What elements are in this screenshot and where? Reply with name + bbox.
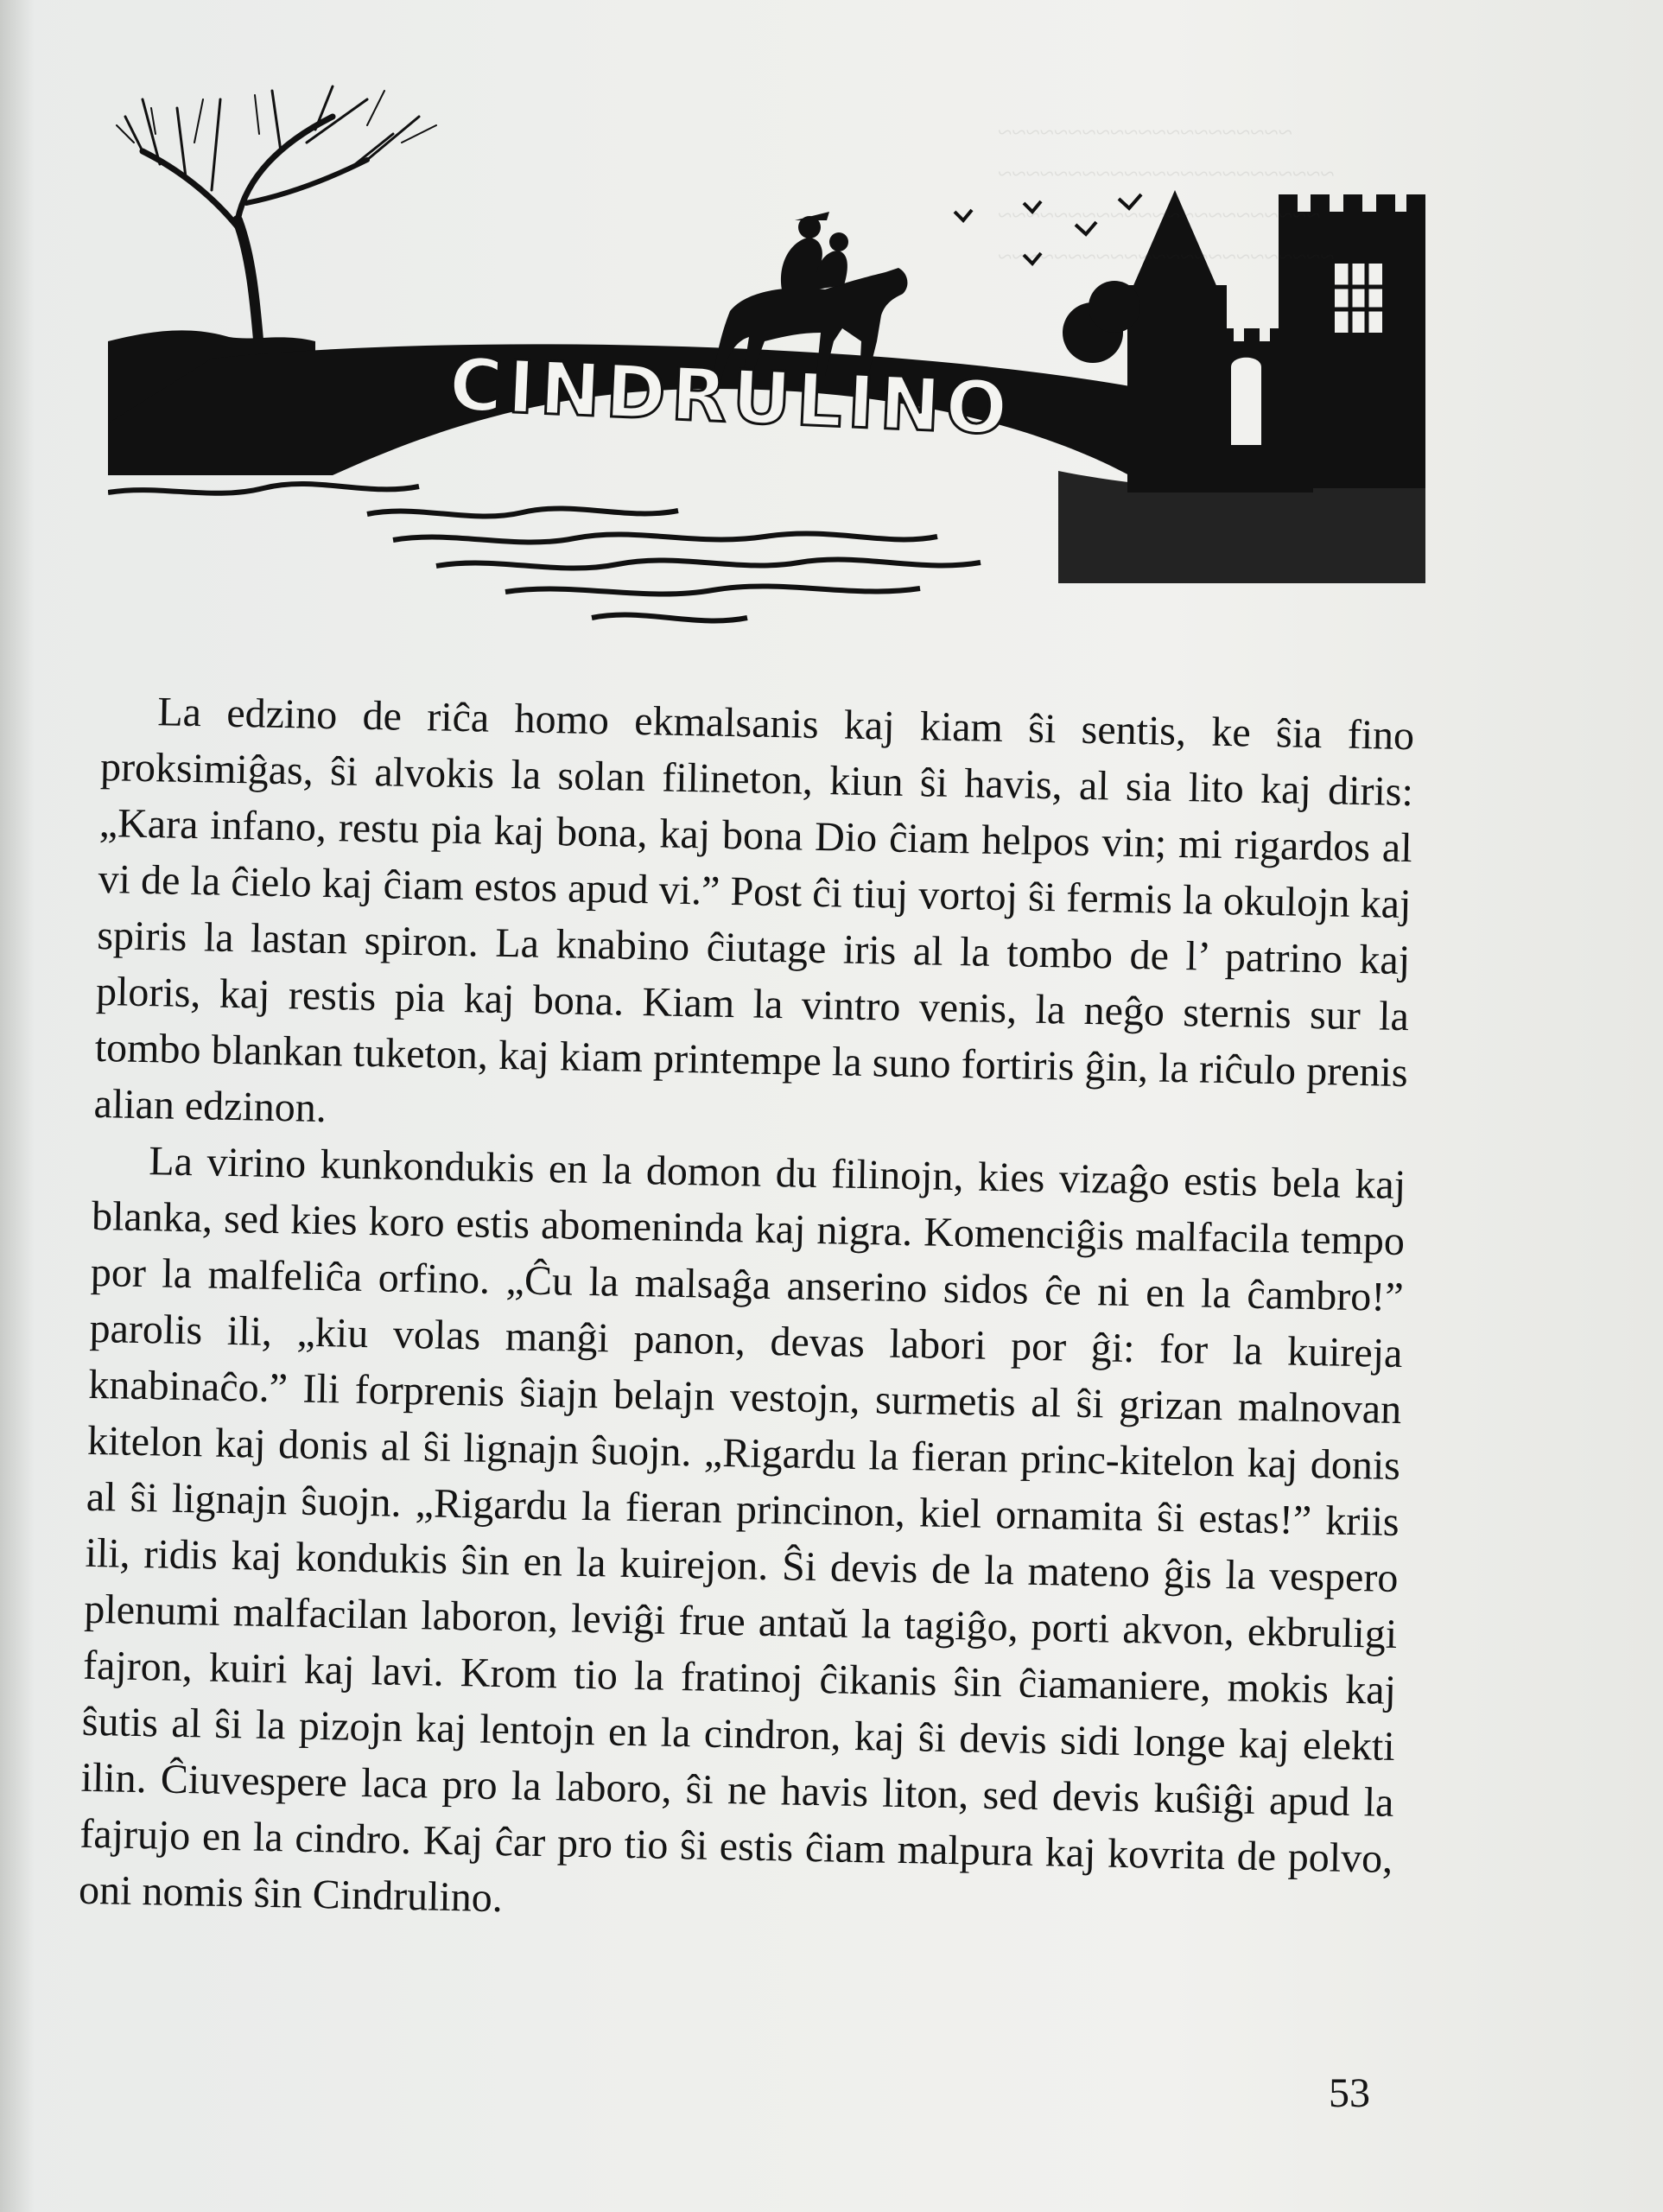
paragraph-1: La edzino de riĉa homo ekmalsanis kaj kiam ŝi sentis, ke ŝia fino proksimiĝas, ŝi alvokis la solan filineton, kiun ŝi havis, al sia lito kaj diris: „Kara infano, restu pia kaj bona, kaj bona Dio ĉiam helpos vin; mi rigardos al vi de la ĉielo kaj ĉiam estos apud vi.” Post ĉi tiuj vortoj ŝi fermis la okulojn kaj spiris la lastan spiron. La knabino ĉiutage iris al la tombo de l’ patrino kaj ploris, kaj restis pia kaj bona. Kiam la vintro venis, la neĝo sternis sur la tombo blankan tuketon, kaj kiam printempe la suno fortiris ĝin, la riĉulo prenis alian edzinon. xyxy=(93,689,1415,1132)
river-waves xyxy=(108,484,981,620)
tree-silhouette xyxy=(117,86,436,350)
page-gutter-shadow xyxy=(0,0,35,2212)
body-text xyxy=(79,683,1415,1943)
story-title: CINDRULINO xyxy=(447,341,1014,452)
show-through-text: ~~~~~~~~~~~~~~~~~~~~~ ~~~~~~~~~~~~~~~~~~~~~~~~ ~~~~~~~~~~~~~~~~~~~~~~~ ~~~~~~~~~~~~~~~~~~~~~~~~ xyxy=(998,118,1335,271)
page-number: 53 xyxy=(1329,2070,1370,2116)
paragraph-2: La virino kunkondukis en la domon du filinojn, kies vizaĝo estis bela kaj blanka, sed kies koro estis abomeninda kaj nigra. Komenciĝis malfacila tempo por la malfeliĉa orfino. „Ĉu la malsaĝa anserino sidos ĉe ni en la ĉambro!” parolis ili, „kiu volas manĝi panon, devas labori por ĝi: for la kuireja knabinaĉo.” Ili forprenis ŝiajn belajn vestojn, surmetis al ŝi grizan malnovan kitelon kaj donis al ŝi lignajn ŝuojn. „Rigardu la fieran princ-kitelon kaj donis al ŝi lignajn ŝuojn. „Rigardu la fieran princinon, kiel ornamita ŝi estas!” kriis ili, ridis kaj kondukis ŝin en la kuirejon. Ŝi devis de la mateno ĝis la vespero plenumi malfacilan laboron, leviĝi frue antaŭ la tagiĝo, porti akvon, ekbruligi fajron, kuiri kaj lavi. Krom tio la fratinoj ĉikanis ŝin ĉiamaniere, mokis kaj ŝutis al ŝi la pizojn kaj lentojn en la cindron, kaj ŝi devis sidi longe kaj elekti ilin. Ĉiuvespere laca pro la laboro, ŝi ne havis liton, sed devis kuŝiĝi apud la fajrujo en la cindro. Kaj ĉar pro tio ŝi estis ĉiam malpura kaj kovrita de polvo, oni nomis ŝin Cindrulino. xyxy=(78,1138,1406,1922)
